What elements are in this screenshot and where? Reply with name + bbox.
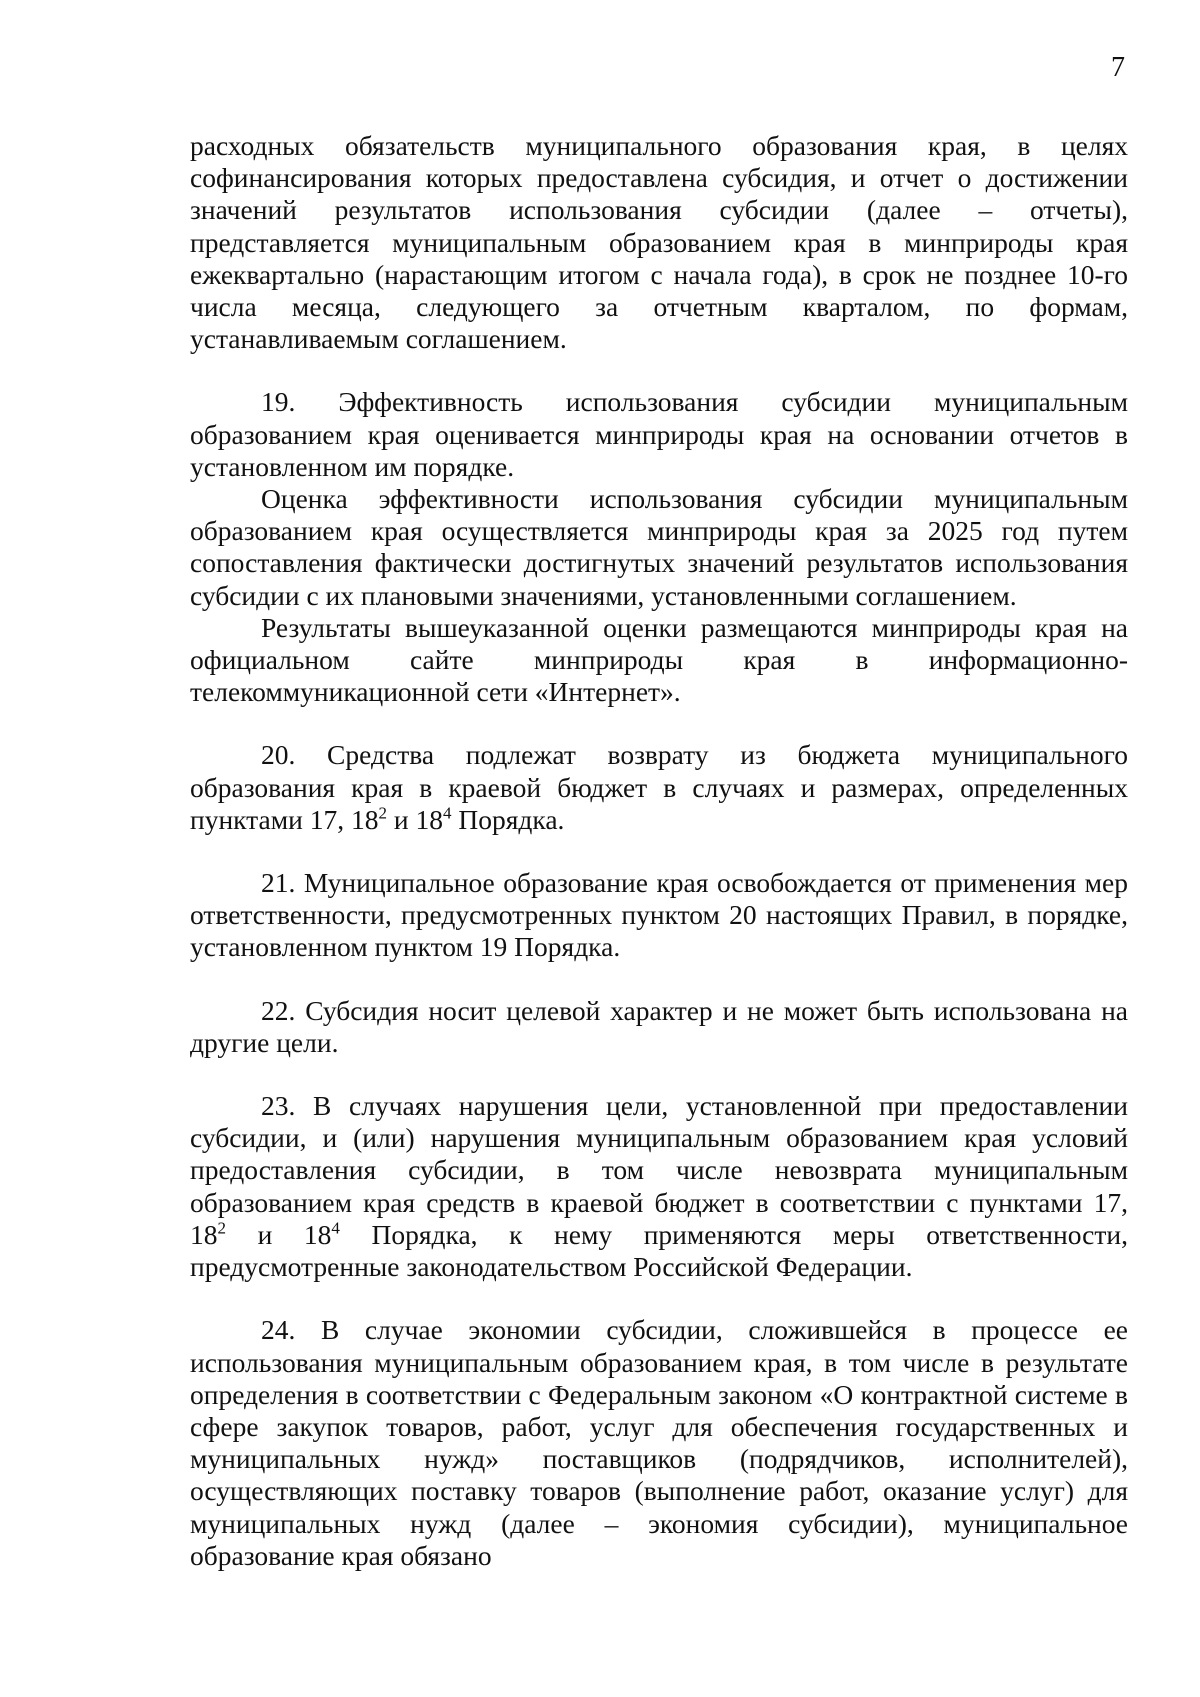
paragraph-22: 22. Субсидия носит целевой характер и не может быть использована на другие цели. (190, 994, 1128, 1058)
paragraph-20-sup-2: 4 (442, 803, 452, 823)
paragraph-20-text-c: Порядка. (451, 803, 565, 835)
paragraph-23 (190, 1090, 1128, 1283)
paragraph-23-text-a: 23. В случаях нарушения цели, установленной при предоставлении субсидии, и (или) нарушения муниципальным образованием края условий предоставления субсидии, в том числе невозврата муниципальным образованием края средств в краевой бюджет в соответствии с пунктами 17, 18 (190, 1090, 1128, 1250)
paragraph-19: 19. Эффективность использования субсидии муниципальным образованием края оценивается минприроды края на основании отчетов в установленном им порядке. (190, 386, 1128, 482)
paragraph-21: 21. Муниципальное образование края освобождается от применения мер ответственности, предусмотренных пунктом 20 настоящих Правил, в порядке, установленном пунктом 19 Порядка. (190, 867, 1128, 963)
paragraph-20-sup-1: 2 (378, 803, 388, 823)
paragraph-20 (190, 739, 1128, 836)
document-body (190, 130, 1128, 1572)
paragraph-18-continuation: расходных обязательств муниципального образования края, в целях софинансирования которых предоставлена субсидия, и отчет о достижении значений результатов использования субсидии (далее – отчеты), представляется муниципальным образованием края в минприроды края ежеквартально (нарастающим итогом с начала года), в срок не позднее 10-го числа месяца, следующего за отчетным кварталом, по формам, устанавливаемым соглашением. (190, 130, 1128, 355)
paragraph-19-evaluation: Оценка эффективности использования субсидии муниципальным образованием края осуществляется минприроды края за 2025 год путем сопоставления фактически достигнутых значений результатов использования субсидии с их плановыми значениями, установленными соглашением. (190, 483, 1128, 611)
page-number: 7 (1111, 52, 1125, 83)
paragraph-23-text-c: Порядка, к нему применяются меры ответственности, предусмотренные законодательством Российской Федерации. (190, 1218, 1128, 1283)
paragraph-20-text-a: 20. Средства подлежат возврату из бюджета муниципального образования края в краевой бюджет в случаях и размерах, определенных пунктами 17, 18 (190, 739, 1128, 835)
paragraph-23-text-b: и 18 (226, 1218, 332, 1250)
paragraph-20-text-b: и 18 (387, 803, 443, 835)
paragraph-23-sup-2: 4 (331, 1218, 340, 1238)
paragraph-24: 24. В случае экономии субсидии, сложившейся в процессе ее использования муниципальным образованием края, в том числе в результате определения в соответствии с Федеральным законом «О контрактной системе в сфере закупок товаров, работ, услуг для обеспечения государственных и муниципальных нужд» поставщиков (подрядчиков, исполнителей), осуществляющих поставку товаров (выполнение работ, оказание услуг) для муниципальных нужд (далее – экономия субсидии), муниципальное образование края обязано (190, 1314, 1128, 1571)
paragraph-19-results: Результаты вышеуказанной оценки размещаются минприроды края на официальном сайте минприроды края в информационно-телекоммуникационной сети «Интернет». (190, 611, 1128, 708)
paragraph-23-sup-1: 2 (217, 1218, 227, 1238)
